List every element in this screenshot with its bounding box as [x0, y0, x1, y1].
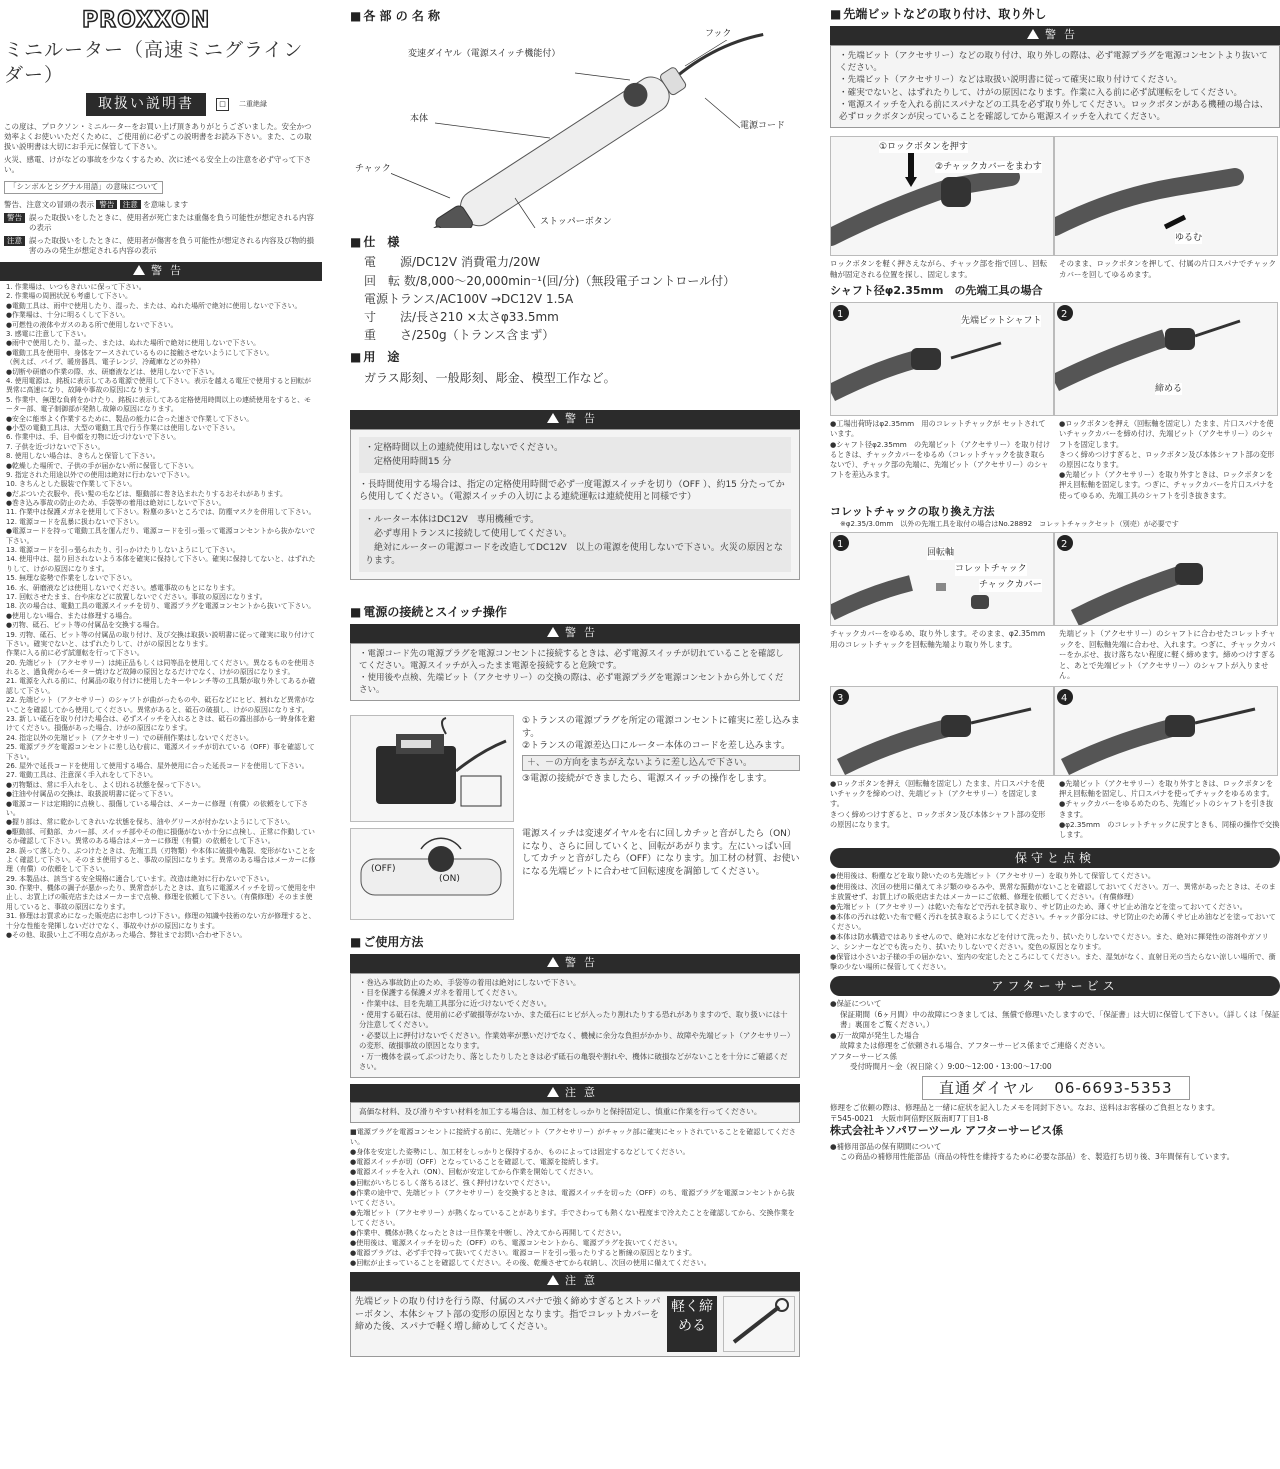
maint-bar: 保守と点検: [830, 848, 1280, 868]
safety-note: 火災、感電、けがなどの事故を少なくするため、次に述べる安全上の注意を必ず守って下さい。: [4, 155, 312, 175]
after-warranty: ●保証について: [830, 999, 882, 1009]
collet-heading: コレットチャックの取り換え方法: [830, 504, 995, 518]
warning-def-row: [4, 213, 318, 233]
caution-triangle-icon: [547, 1275, 559, 1285]
lock-figure-1: [830, 136, 1054, 256]
warning-triangle-icon: [547, 413, 559, 423]
caution-def-row: [4, 236, 318, 256]
svg-text:4: 4: [1061, 692, 1068, 704]
switch-illustration: [350, 828, 514, 920]
insulation-label: 二重絶縁: [239, 99, 267, 108]
bit-warning-text: ・先端ビット（アクセサリー）などの取り付け、取り外しの際は、必ず電源プラグを電源コンセントより抜いてください。 ・先端ビット（アクセサリー）などは取扱い説明書に従って確実に取り付けてください。 ・確実でないと、はずれたりして、けがの原因になります。作業に入る前に必ず試運転をしてください。 ・電源スイッチを入れる前にスパナなどの工具を必ず取り外してください。ロックボタンがある機種の場合は、必ずロックボタンが戻っていることを確認してから電源スイッチを入れてください。: [830, 45, 1280, 128]
shaft-figure-1: [830, 302, 1054, 416]
parts-period-title: ●補修用部品の保有期間について: [830, 1141, 942, 1151]
after-fault-text: 故障または修理をご依頼される場合、アフターサービス係までご連絡ください。: [840, 1041, 1110, 1051]
spec-heading: ■ 仕 様: [350, 234, 800, 250]
warning-triangle-icon: [133, 265, 145, 275]
switch-on-label: (ON): [439, 873, 460, 884]
after-hours: 受付時間月～金（祝日除く）9:00～12:00・13:00～17:00: [850, 1062, 1052, 1072]
product-title: ミニルーター（高速ミニグラインダー）: [4, 38, 304, 87]
collet-figure-4: [1054, 686, 1278, 776]
maint-text: ●使用後は、粉塵などを取り除いたのち先端ビット（アクセサリー）を取り外して保管してください。 ●使用後は、次回の使用に備えてネジ類のゆるみや、異常な振動がないことを確認しておいてください。万一、異常があったときは、そのまま放置せず、お買上げの販売店またはメーカーにご依頼、修理を依頼してください。（有償修理） ●先端ビット（アクセサリー）は乾いた布などで汚れを拭き取り、サビ防止のため、薄くサビ止め油などを塗っておいてください。 ●本体の汚れは乾いた布で軽く汚れを拭き取るようにしてください。チャック部分には、サビ防止のため薄くサビ止め油などを塗っておいてください。 ●本体は防水構造ではありませんので、絶対に水などを付けて洗ったり、拭いたりしないでください。また、絶対に揮発性の溶剤やガソリン、シンナーなどでも洗ったり、拭いたりしないでください。変色の原因となります。 ●保管は小さいお子様の手の届かない、室内の安定したところにしてください。また、湿気がなく、直射日光の当たらない涼しい場所で、衝撃の少ない場所に保管してください。: [830, 871, 1276, 972]
label-stopper: ストッパーボタン: [540, 217, 612, 228]
power-warning-bar: [350, 624, 800, 643]
left-warning-list: 1. 作業場は、いつもきれいに保って下さい。 2. 作業場の周囲状況も考慮して下さい。 ●電動工具は、雨中で使用したり、湿った、または、ぬれた場所で絶対に使用しないで下さい。 ●作業場は、十分に明るくして下さい。 ●可燃性の液体やガスのある所で使用しないで下さい。 3. 感電に注意して下さい。 ●雨中で使用したり、湿った、または、ぬれた場所で絶対に使用しないで下さい。 ●電動工具を使用中、身体をアースされているものに接触させないようにして下さい。 （例えば、パイプ、暖房器具、電子レンジ、冷蔵庫などの外枠） ●切断や研磨の作業の際、水、研磨液などは、使用しないで下さい。 4. 使用電源は、銘板に表示してある電源で使用して下さい。表示を越える電圧で使用すると回転が異常に高速になり、故障や事故の原因になります。 5. 作業中、無理な負荷をかけたり、銘板に表示してある定格使用時間以上の連続使用をすると、モーター部、電子制御部が発熱し故障の原因になります。 ●安全に能率よく作業するために、製品の能力に合った速さで作業して下さい。 ●小型の電動工具は、大型の電動工具で行う作業には使用しないで下さい。 6. 作業中は、手、目や顔を刃物に近づけないで下さい。 7. 子供を近づけないで下さい。 8. 使用しない場合は、きちんと保管して下さい。 ●乾燥した場所で、子供の手が届かない所に保管して下さい。 9. 指定された用途以外での使用は絶対に行わないで下さい。 10. きちんとした服装で作業して下さい。 ●だぶついた衣服や、長い髪の毛などは、駆動部に巻き込まれたりするおそれがあります。 ●巻き込み事故の防止のため、手袋等の着用は絶対にしないで下さい。 11. 作業中は保護メガネを使用して下さい。粉塵の多いところでは、防塵マスクを併用して下さい。 12. 電源コードを乱暴に扱わないで下さい。 ●電源コードを持って電動工具を運んだり、電源コードを引っ張って電源コンセントから抜かないで下さい。 13. 電源コードを引っ張られたり、引っかけたりしないようにして下さい。 14. 使用中は、揺り回されないよう本体を確実に保持して下さい。確実に保持してないと、はずれたりして、けがの原因になります。 15. 無理な姿勢で作業をしないで下さい。 16. 水、研磨液などは使用しないでください。感電事故のもとになります。 17. 回転させたまま、台や床などに放置しないでください。事故の原因になります。 18. 次の場合は、電動工具の電源スイッチを切り、電源プラグを電源コンセントから抜いて下さい。 ●使用しない場合、または修理する場合。 ●刃物、砥石、ビット等の付属品を交換する場合。 19. 刃物、砥石、ビット等の付属品の取り付け、及び交換は取扱い説明書に従って確実に取り付けて下さい。確実でないと、はずれたりして、けがの原因となります。 作業に入る前に必ず試運転を行って下さい。 20. 先端ビット（アクセサリー）は純正品もしくは同等品を使用してください。異なるものを使用されると、過負荷からモーター焼けなど故障の原因となるだけでなく、けがの原因になります。 21. 電源を入れる前に、付属品の取り付けに使用したキーやレンチ等の工具類が取り外してあるか確認して下さい。 22. 先端ビット（アクセサリー）のシャフトが曲がったものや、砥石などにヒビ、割れなど異常がないことを確認してから使用してください。異常があると、砥石の破損し、けがの原因になります。 23. 新しい砥石を取り付けた場合は、必ずスイッチを入れるときは、砥石の露出部から一時身体を避けてください。損傷があった場合、けがの原因になります。 24. 指定以外の先端ビット（アクセサリー）での研削作業はしないでください。 25. 電源プラグを電源コンセントに差し込む前に、電源スイッチが切れている（OFF）事を確認して下さい。 26. 屋外で延長コードを使用して使用する場合、屋外使用に合った延長コードを使用して下さい。 27. 電動工具は、注意深く手入れをして下さい。 ●刃物類は、常に手入れをし、よく切れる状態を保って下さい。 ●注油や付属品の交換は、取扱説明書に従って下さい。 ●電源コードは定期的に点検し、損傷している場合は、メーカーに修理（有償）の依頼をして下さい。 ●握り部は、常に乾かしてきれいな状態を保ち、油やグリースが付かないようにして下さい。 ●駆動部、可動部、カバー部、スイッチ部やその他に損傷がないか十分に点検し、正常に作動しているか確認して下さい。異常のある場合はメーカーに修理（有償）の依頼をして下さい。 28. 誤って落したり、ぶつけたときは、先端工具（刃物類）や本体に破損や亀裂、変形がないことをよく確認して下さい。そのまま使用すると、事故の原因になります。異常のある場合はメーカーに修理（有償）の依頼をして下さい。 29. 本製品は、該当する安全規格に適合しています。改造は絶対に行わないで下さい。 30. 作業中、機体の調子が悪かったり、異常音がしたときは、直ちに電源スイッチを切って使用を中止し、お買上げの販売店またはメーカーまで点検、修理を依頼して下さい。（有償修理）そのまま使用していると、事故の原因になります。 31. 修理はお買求めになった販売店にお申しつけ下さい。修理の知識や技術のない方が修理すると、十分な性能を発揮しないだけでなく、事故やけがの原因になります。 ●その他、取扱い上ご不明な点があった場合、弊社までお問い合わせ下さい。: [6, 283, 316, 940]
chuck-turn-label: ②チャックカバーをまわす: [935, 162, 1042, 173]
bit-warning-title: 警告: [1045, 28, 1083, 42]
spec-line-transformer: 電源トランス/AC100V →DC12V 1.5A: [364, 291, 574, 306]
intro-text: この度は、プロクソン・ミニルーターをお買い上げ頂きありがとうございました。安全かつ効率よくお使いいただくために、ご使用前に必ずこの説明書をお読み下さい。また、この取扱い説明書は大切にお手元に保管して下さい。: [4, 121, 312, 152]
usage-caution-title: 注意: [565, 1085, 603, 1099]
svg-text:2: 2: [1061, 309, 1068, 321]
mid-warning-l6: 絶対にルーターの電源コードを改造してDC12V 以上の電源を使用しないで下さい。火災の原因となります。: [365, 543, 783, 566]
symbols-tail: を意味します: [143, 199, 189, 209]
double-insulation-icon: □: [216, 98, 229, 111]
mid-warning-group1: [359, 437, 791, 473]
power-step1: ①トランスの電源プラグを所定の電源コンセントに確実に差し込みます。: [522, 715, 800, 739]
parts-heading: ■ 各 部 の 名 称: [350, 8, 800, 24]
collet-figure-2: [1054, 532, 1278, 626]
symbols-row: [4, 200, 318, 210]
spec-line-rpm: 回 転 数/8,000～20,000min⁻¹(回/分)（無段電子コントロール付）: [364, 273, 736, 288]
parts-period-text: この商品の補修用性能部品（商品の特性を維持するために必要な部品）を、製造打ち切り後、3年間保有しています。: [840, 1152, 1235, 1162]
parts-diagram: [350, 28, 800, 228]
label-hook: フック: [705, 29, 732, 40]
warning-triangle-icon: [1027, 29, 1039, 39]
shaft-label: 先端ビットシャフト: [961, 316, 1042, 327]
power-steps-text: [522, 715, 800, 822]
manual-row: [86, 93, 322, 116]
light-tighten-badge: 軽く締める: [667, 1296, 717, 1352]
loosen-label: ゆるむ: [1175, 233, 1203, 244]
use-heading: ■ 用 途: [350, 349, 800, 365]
axis-label: 回転軸: [927, 548, 955, 559]
usage-caution2-box: [350, 1291, 800, 1357]
collet-step4: ●先端ビット（アクセサリー）を取り外すときは、ロックボタンを押え回転軸を固定し、片口スパナを使ってチャックをゆるめます。 ●チャックカバーをゆるめたのち、先端ビットのシャフトを引き抜きます。 ●φ2.35mm のコレットチャックに戻すときも、同様の操作で交換します。: [1059, 778, 1280, 840]
mid-warning-group2: [359, 509, 791, 572]
symbols-heading: 「シンボルとシグナル用語」の意味について: [4, 181, 163, 193]
warning-symbol: 警告: [96, 200, 117, 209]
symbols-note: 警告、注意文の冒頭の表示: [4, 199, 94, 209]
caution-symbol: 注意: [120, 200, 141, 209]
mid-warning-l4: ・ルーター本体はDC12V 専用機種です。: [365, 515, 540, 526]
usage-warning-bar: [350, 954, 800, 973]
usage-steps: ■電源プラグを電源コンセントに接続する前に、先端ビット（アクセサリー）がチャック部に確実にセットされていることを確認してください。 ●身体を安定した姿勢にし、加工材をしっかりと保持するか、ものによっては固定するなどしてください。 ●電源スイッチが切（OFF）となっていることを確認して、電源を接続します。 ●電源スイッチを入れ（ON）、回転が安定してから作業を開始してください。 ●回転がいちじるしく落ちるほど、強く押付けないでください。 ●作業の途中で、先端ビット（アクセサリー）を交換するときは、電源スイッチを切った（OFF）のち、電源プラグを電源コンセントから抜いてください。 ●先端ビット（アクセサリー）が熱くなっていることがあります。手でさわっても熱くない程度まで冷えたことを確認してから、交換作業をしてください。 ●作業中、機体が熱くなったときは一旦作業を中断し、冷えてから再開してください。 ●使用後は、電源スイッチを切った（OFF）のち、電源コンセントから、電源プラグを抜いてください。 ●電源プラグは、必ず手で持って抜いてください。電源コードを引っ張ったりすると断線の原因となります。 ●回転が止まっていることを確認してください。その後、乾燥させてから収納し、次回の使用に備えてください。: [350, 1127, 796, 1268]
lock-captions: [830, 259, 1280, 280]
transformer-illustration: [350, 715, 514, 822]
svg-text:1: 1: [837, 309, 844, 321]
tel-box: [922, 1076, 1190, 1100]
after-address: 〒545-0021 大阪市阿倍野区阪南町7丁目1-8: [830, 1113, 989, 1123]
usage-warning-title: 警告: [565, 956, 603, 970]
caution-def: 誤った取扱いをしたときに、使用者が傷害を負う可能性が想定される内容及び物的損害のみの発生が想定される内容の表示: [29, 235, 314, 256]
power-heading: ■ 電源の接続とスイッチ操作: [350, 604, 800, 620]
switch-section: [350, 828, 800, 920]
warning-def: 誤った取扱いをしたときに、使用者が死亡または重傷を負う可能性が想定される内容の表示: [29, 212, 314, 232]
tel-label: 直通ダイヤル: [939, 1078, 1035, 1097]
mid-warning-l5: 必ず専用トランスに接続して使用してください。: [365, 529, 572, 540]
tighten-label: 締める: [1155, 384, 1183, 395]
left-warning-title: 警告: [151, 264, 189, 278]
power-steps: [350, 715, 800, 822]
bit-warning-bar: [830, 26, 1280, 45]
collet-figures: [830, 532, 1280, 626]
svg-text:2: 2: [1061, 539, 1068, 551]
after-fault: ●万一故障が発生した場合: [830, 1030, 920, 1040]
switch-text: 電源スイッチは変速ダイヤルを右に回しカチッと音がしたら（ON）になり、さらに回していくと、回転があがります。左にいっぱい回してカチッと音がしたら（OFF）になります。加工材の材質、お使いになる先端ビットに合わせて回転速度を調節してください。: [522, 828, 800, 877]
label-body: 本体: [410, 114, 429, 125]
collet-step3: ●ロックボタンを押え（回転軸を固定し）たまま、片口スパナを使いチャックを締めつけ、先端ビット（アクセサリー）を固定します。 きつく締めつけすぎると、ロックボタン及び本体シャフト部の変形の原因になります。: [830, 778, 1046, 829]
left-warning-bar: [0, 262, 322, 281]
mid-warning-box: [350, 429, 800, 580]
collet-label: コレットチャック: [955, 564, 1027, 575]
brand-logo: PROXXON: [82, 8, 211, 33]
middle-column: [350, 0, 800, 1357]
label-dial: 変速ダイヤル（電源スイッチ機能付）: [408, 49, 561, 60]
label-cord: 電源コード: [740, 121, 786, 132]
caution-def-badge: 注意: [4, 236, 25, 246]
usage-warning-text: ・巻込み事故防止のため、手袋等の着用は絶対にしないで下さい。 ・目を保護する保護メガネを着用してください。 ・作業中は、目を先端工具部分に近づけないでください。 ・使用する砥石は、使用前に必ず破損等がないか、また砥石にヒビが入ったり割れたりする恐れがありますので、取り扱いには十分注意してください。 ・必要以上に押付けないでください。作業効率が悪いだけでなく、機械に余分な負担がかかり、故障や先端ビット（アクセサリー）の変形、破損事故の原因となります。 ・万一機体を誤ってぶつけたり、落としたりしたときは必ず砥石の亀裂や割れや、機体に破損などがないことを十分にご確認ください。: [350, 973, 800, 1078]
usage-caution2-bar: [350, 1272, 800, 1291]
spec-line-power: 電 源/DC12V 消費電力/20W: [364, 255, 541, 270]
svg-text:3: 3: [837, 692, 844, 704]
usage-caution-text: 高価な材料、及び滑りやすい材料を加工する場合は、加工材をしっかりと保持固定し、慎重に作業を行ってください。: [350, 1102, 800, 1123]
chuck-cover-label: チャックカバー: [979, 580, 1042, 591]
power-warning-text: ・電源コード先の電源プラグを電源コンセントに接続するときは、必ず電源スイッチが切れていることを確認してください。電源スイッチが入ったまま電源を接続すると危険です。 ・使用後や点検、先端ビット（アクセサリー）の交換の際は、必ず電源プラグを電源コンセントから外してください。: [350, 643, 800, 701]
mid-warning-l3: ・長時間使用する場合は、指定の定格使用時間で必ず一度電源スイッチを切り（OFF ）、約15 分たってから使用してください。（電源スイッチの入切による連続運転は連続使用と同様です）: [359, 479, 785, 502]
after-dept: アフターサービス係: [830, 1051, 897, 1061]
spanner-illustration: [723, 1296, 795, 1352]
collet-note: ※φ2.35/3.0mm 以外の先端工具を取付の場合はNo.28892 コレットチャックセット（別売）が必要です: [840, 519, 1179, 528]
after-company: 株式会社キソパワーツール アフターサービス係: [830, 1124, 1064, 1138]
svg-text:1: 1: [837, 539, 844, 551]
after-warranty-text: 保証期間（6ヶ月間）中の故障につきましては、無償で修理いたしますので、「保証書」は大切に保管して下さい。（詳しくは「保証書」裏面をご覧ください。）: [840, 1009, 1280, 1030]
right-column: [830, 0, 1280, 1163]
label-chuck: チャック: [355, 164, 391, 175]
left-column: [0, 0, 322, 942]
shaft-heading: シャフト径φ2.35mm の先端工具の場合: [830, 284, 1043, 298]
usage-caution2-title: 注意: [565, 1274, 603, 1288]
collet-figure-3: [830, 686, 1054, 776]
collet-figures-2: [830, 686, 1280, 776]
warning-triangle-icon: [547, 627, 559, 637]
lock-press-label: ①ロックボタンを押す: [879, 142, 968, 153]
shaft-figure-2: [1054, 302, 1278, 416]
warning-triangle-icon: [547, 957, 559, 967]
switch-off-label: (OFF): [371, 863, 396, 874]
usage-caution2-text: 先端ビットの取り付けを行う際、付属のスパナで強く締めすぎるとストッパーボタン、本体シャフト部の変形の原因となります。指でコレットカバーを締めた後、スパナで軽く増し締めしてください。: [355, 1296, 661, 1333]
power-warning-title: 警告: [565, 625, 603, 639]
usage-caution-bar: [350, 1084, 800, 1103]
collet-figure-1: [830, 532, 1054, 626]
use-text: ガラス彫刻、一般彫刻、彫金、模型工作など。: [364, 370, 616, 385]
collet-caption-right: 先端ビット（アクセサリー）のシャフトに合わせたコレットチャックを、回転軸先端に合わせ、入れます。つぎに、チャックカバーをかぶせ、抜け落ちない程度に軽く締めます。締めつけすぎると、あとで先端ビット（アクセサリー）のシャフトが入りません。: [1059, 629, 1276, 681]
mid-warning-l1: ・定格時間以上の連続使用はしないでください。: [365, 442, 564, 453]
lock-caption-left: ロックボタンを軽く押さえながら、チャック部を指で回し、回転軸が固定される位置を探し、固定します。: [830, 259, 1048, 279]
power-step-note: ＋、－の方向をまちがえないように差し込んで下さい。: [522, 755, 800, 772]
warning-def-badge: 警告: [4, 213, 25, 223]
collet-captions: [830, 629, 1280, 682]
lock-figures: [830, 136, 1280, 256]
mid-warning-l2: 定格使用時間15 分: [365, 456, 452, 467]
caution-triangle-icon: [547, 1087, 559, 1097]
shaft-captions: [830, 419, 1280, 501]
collet-captions-2: [830, 779, 1280, 840]
mid-warning-bar: [350, 410, 800, 429]
collet-caption-left: チャックカバーをゆるめ、取り外します。そのまま、φ2.35mm 用のコレットチャックを回転軸先端より取り外します。: [830, 629, 1053, 649]
mid-warning-title: 警告: [565, 411, 603, 425]
spec-line-size: 寸 法/長さ210 ×太さφ33.5mm: [364, 309, 559, 324]
lock-figure-2: [1054, 136, 1278, 256]
shaft-caption-right: ●ロックボタンを押え（回転軸を固定し）たまま、片口スパナを使いチャックカバーを締め付け、先端ビット（アクセサリー）のシャフトを固定します。 きつく締めつけすぎると、ロックボタン及び本体シャフト部の変形の原因になります。 ●先端ビット（アクセサリー）を取り外すときは、ロックボタンを押え回転軸を固定します。つぎに、チャックカバーを片口スパナを使ってゆるめ、先端工具のシャフトを引き抜きます。: [1059, 419, 1275, 500]
after-note: 修理をご依頼の際は、修理品と一緒に症状を記入したメモを同封下さい。なお、送料はお客様のご負担となります。: [830, 1103, 1220, 1113]
manual-title: 取扱い説明書: [86, 93, 206, 116]
usage-heading: ■ ご使用方法: [350, 934, 800, 950]
tel-number: 06-6693-5353: [1054, 1078, 1173, 1097]
shaft-caption-left: ●工場出荷時はφ2.35mm 用のコレットチャックが セットされています。 ●シャフト径φ2.35mm の先端ビット（アクセサリー）を取り付けるときは、チャックカバーをゆるめ（コレットチャックを抜き取らないで）、チャック部の先端に、先端ビット（アクセサリー）のシャフトを差込みます。: [830, 419, 1051, 480]
bit-heading: ■ 先端ビットなどの取り付け、取り外し: [830, 6, 1280, 22]
shaft-figures: [830, 302, 1280, 416]
power-step3: ③電源の接続ができましたら、電源スイッチの操作をします。: [522, 774, 772, 785]
power-step2: ②トランスの電源差込口にルーター本体のコードを差し込みます。: [522, 741, 791, 752]
spec-line-weight: 重 さ/250g（トランス含まず）: [364, 328, 555, 343]
after-bar: アフターサービス: [830, 976, 1280, 996]
lock-caption-right: そのまま、ロックボタンを押して、付属の片口スパナでチャックカバーを回してゆるめます。: [1059, 259, 1276, 279]
